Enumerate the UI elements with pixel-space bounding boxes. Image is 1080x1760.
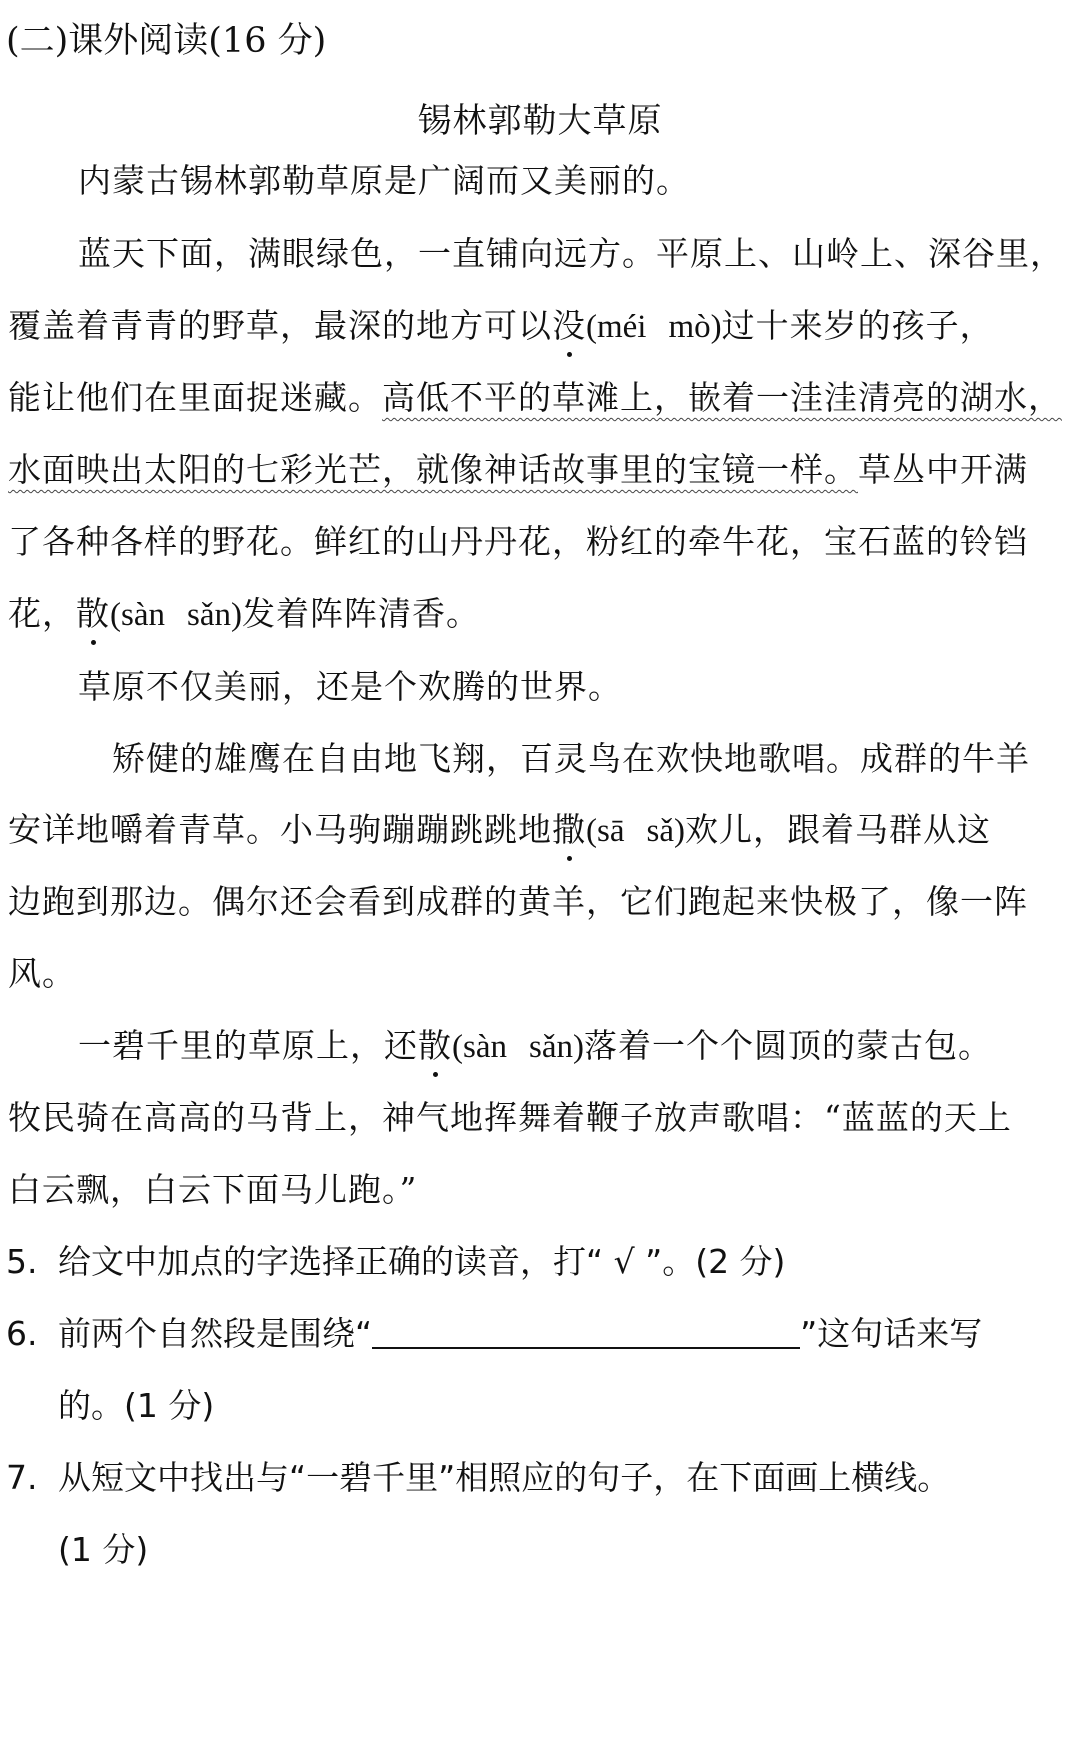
paragraph-3: 草原不仅美丽，还是个欢腾的世界。 — [78, 667, 622, 706]
question-5 — [6, 1241, 785, 1283]
paragraph-4-line-1: 矫健的雄鹰在自由地飞翔，百灵鸟在欢快地歌唱。成群的牛羊 — [112, 739, 1030, 778]
paragraph-4-line-2 — [8, 809, 991, 852]
paragraph-2-line-1: 蓝天下面，满眼绿色，一直铺向远方。平原上、山岭上、深谷里， — [78, 234, 1064, 273]
text-segment: 落着一个个圆顶的蒙古包。 — [583, 1026, 992, 1065]
paragraph-4-line-4: 风。 — [8, 954, 76, 993]
dotted-character: 散 — [418, 1026, 452, 1065]
pinyin-option-a[interactable]: (sàn — [452, 1029, 507, 1065]
pinyin-option-b[interactable]: sǎn) — [186, 597, 242, 633]
paragraph-4-line-3: 边跑到那边。偶尔还会看到成群的黄羊，它们跑起来快极了，像一阵 — [8, 882, 1028, 921]
text-segment: 安详地嚼着青草。小马驹蹦蹦跳跳地 — [8, 810, 552, 849]
text-segment: 欢儿，跟着马群从这 — [684, 810, 991, 849]
pinyin-option-a[interactable]: (sàn — [110, 597, 165, 633]
pinyin-option-b[interactable]: sǎn) — [528, 1029, 584, 1065]
wavy-underlined-text: 水面映出太阳的七彩光芒，就像神话故事里的宝镜一样。 — [8, 450, 858, 489]
text-segment: 一碧千里的草原上，还 — [78, 1026, 418, 1065]
text-segment: 发着阵阵清香。 — [241, 594, 480, 633]
text-segment: 花， — [8, 594, 76, 633]
passage-title: 锡林郭勒大草原 — [417, 101, 663, 141]
pinyin-option-a[interactable]: (sā — [586, 813, 625, 849]
dotted-character: 散 — [76, 594, 110, 633]
question-text: 给文中加点的字选择正确的读音，打“ √ ”。(2 分) — [58, 1242, 786, 1281]
paragraph-5-line-1 — [78, 1025, 992, 1068]
paragraph-5-line-3: 白云飘，白云下面马儿跑。” — [8, 1170, 418, 1209]
paragraph-2-line-2 — [8, 305, 994, 348]
dotted-character: 没 — [552, 306, 586, 345]
question-text: ”这句话来写 — [800, 1314, 983, 1353]
question-6-continuation: 的。(1 分) — [58, 1386, 215, 1425]
question-number: 7. — [6, 1458, 38, 1497]
question-7 — [6, 1457, 950, 1499]
question-text: 前两个自然段是围绕“ — [58, 1314, 373, 1353]
question-number: 5. — [6, 1242, 38, 1281]
question-7-continuation: (1 分) — [58, 1530, 149, 1569]
question-6 — [6, 1313, 982, 1355]
text-segment: 草丛中开满 — [858, 450, 1028, 489]
pinyin-option-b[interactable]: sǎ) — [646, 813, 685, 849]
paragraph-1: 内蒙古锡林郭勒草原是广阔而又美丽的。 — [78, 161, 690, 200]
question-number: 6. — [6, 1314, 38, 1353]
paragraph-2-line-4 — [8, 449, 1028, 491]
paragraph-2-line-6 — [8, 593, 480, 636]
text-segment: 能让他们在里面捉迷藏。 — [8, 378, 382, 417]
section-header: (二)课外阅读(16 分) — [6, 21, 327, 61]
wavy-underlined-text: 高低不平的草滩上，嵌着一洼洼清亮的湖水， — [382, 378, 1062, 417]
text-segment: 覆盖着青青的野草，最深的地方可以 — [8, 306, 552, 345]
dotted-character: 撒 — [552, 810, 586, 849]
paragraph-2-line-5: 了各种各样的野花。鲜红的山丹丹花，粉红的牵牛花，宝石蓝的铃铛 — [8, 522, 1028, 561]
text-segment: 过十来岁的孩子， — [721, 306, 994, 345]
answer-blank[interactable] — [372, 1317, 800, 1349]
paragraph-5-line-2: 牧民骑在高高的马背上，神气地挥舞着鞭子放声歌唱：“蓝蓝的天上 — [8, 1098, 1012, 1137]
question-text: 从短文中找出与“一碧千里”相照应的句子，在下面画上横线。 — [58, 1458, 951, 1497]
paragraph-2-line-3 — [8, 377, 1062, 419]
pinyin-option-b[interactable]: mò) — [668, 309, 722, 345]
pinyin-option-a[interactable]: (méi — [586, 309, 647, 345]
